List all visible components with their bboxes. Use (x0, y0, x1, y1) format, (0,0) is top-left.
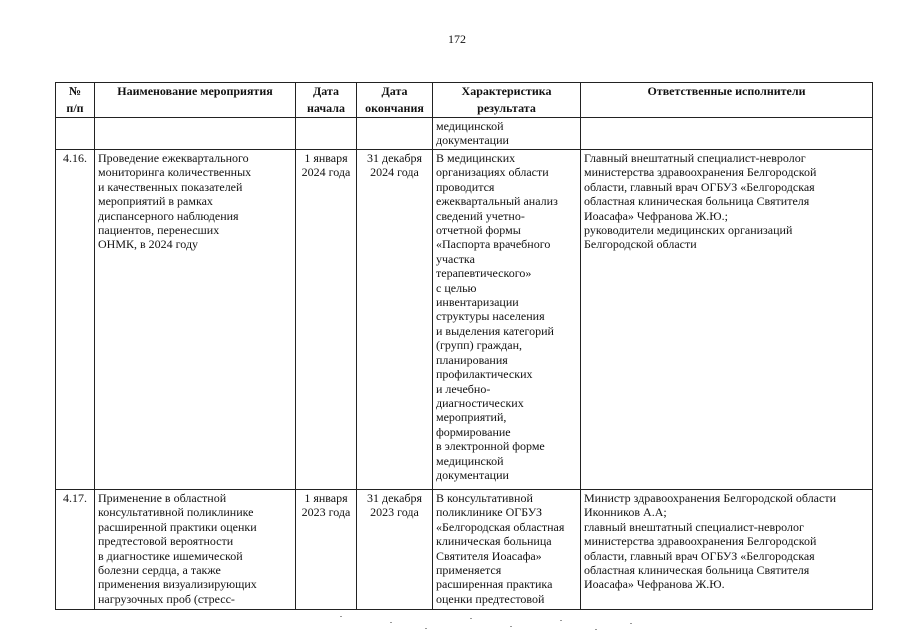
header-row (56, 83, 873, 118)
cell-start-date: 1 января 2023 года (296, 490, 357, 610)
header-num: № п/п (56, 83, 95, 118)
table-row (56, 150, 873, 490)
cell-num: 4.17. (56, 490, 95, 610)
table-row (56, 118, 873, 150)
cell-name: Проведение ежеквартального мониторинга количественных и качественных показателей мероприятий в рамках диспансерного наблюдения пациентов, перенесших ОНМК, в 2024 году (95, 150, 296, 490)
cell-result: В консультативной поликлинике ОГБУЗ «Белгородская областная клиническая больница Святителя Иоасафа» применяется расширенная практика оценки предтестовой (433, 490, 581, 610)
cell-num (56, 118, 95, 150)
cell-result: медицинской документации (433, 118, 581, 150)
header-end-date: Дата окончания (357, 83, 433, 118)
cell-end-date (357, 118, 433, 150)
header-name: Наименование мероприятия (95, 83, 296, 118)
cell-name (95, 118, 296, 150)
cell-responsible: Министр здравоохранения Белгородской области Иконников А.А; главный внештатный специалист-невролог министерства здравоохранения Белгородской области, главный врач ОГБУЗ «Белгородская областная клиническая больница Святителя Иоасафа» Чефранова Ж.Ю. (581, 490, 873, 610)
page-number: 172 (448, 32, 466, 46)
cell-name: Применение в областной консультативной поликлинике расширенной практики оценки предтестовой вероятности в диагностике ишемической болезни сердца, а также применения визуализирующих нагрузочных проб (стресс- (95, 490, 296, 610)
activities-table (55, 82, 873, 610)
cell-end-date: 31 декабря 2023 года (357, 490, 433, 610)
scan-noise (330, 614, 650, 634)
cell-start-date: 1 января 2024 года (296, 150, 357, 490)
cell-result: В медицинских организациях области проводится ежеквартальный анализ сведений учетно- отчетной формы «Паспорта врачебного участка терапевтического» с целью инвентаризации структуры населения и выделения категорий (групп) граждан, планирования профилактических и лечебно- диагностических мероприятий, формирование в электронной форме медицинской документации (433, 150, 581, 490)
cell-end-date: 31 декабря 2024 года (357, 150, 433, 490)
cell-start-date (296, 118, 357, 150)
cell-num: 4.16. (56, 150, 95, 490)
cell-responsible: Главный внештатный специалист-невролог министерства здравоохранения Белгородской области, главный врач ОГБУЗ «Белгородская областная клиническая больница Святителя Иоасафа» Чефранова Ж.Ю.; руководители медицинских организаций Белгородской области (581, 150, 873, 490)
header-start-date: Дата начала (296, 83, 357, 118)
header-responsible: Ответственные исполнители (581, 83, 873, 118)
table-row (56, 490, 873, 610)
cell-responsible (581, 118, 873, 150)
header-result: Характеристика результата (433, 83, 581, 118)
